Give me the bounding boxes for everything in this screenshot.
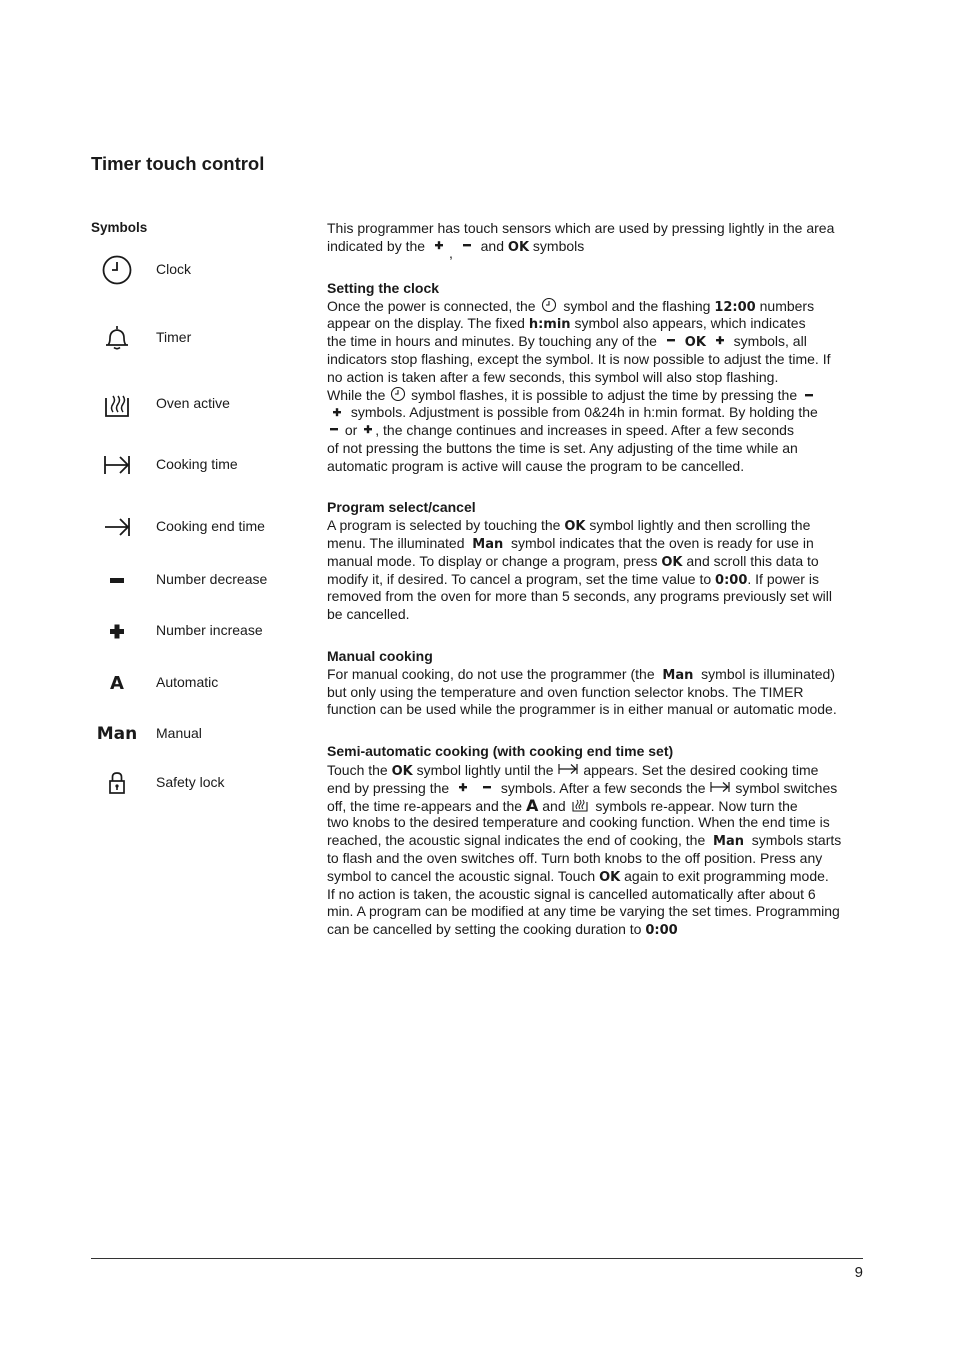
manual-cooking-section: Manual cooking For manual cooking, do not use the programmer (the Man symbol is illuminated) but only using the temperature and oven function selector knobs. The TIMER function can be used while the programmer is in either manual or automatic mode. — [327, 648, 867, 719]
plus-icon — [96, 614, 138, 648]
symbol-label: Manual — [156, 725, 202, 741]
symbol-row-cooking-time — [96, 448, 306, 482]
minus-icon — [801, 388, 817, 406]
symbol-label: Number increase — [156, 622, 263, 638]
minus-icon — [661, 333, 681, 351]
setting-clock-section: Setting the clock Once the power is connected, the symbol and the flashing 12:00 numbers appear on the display. The fixed h:min symbol also appears, which indicates the time in hours and minutes. By touching any of the OK symbols, all indicators stop flashing, except the symbol. It is now possible to adjust the time. If no action is taken after a few seconds, this symbol will also stop flashing. While the symbol flashes, it is possible to adjust the time by pressing the symbols. Adjustment is possible from 0&24h in h:min format. By holding the or , the change continues and increases in speed. After a few seconds of not pressing the buttons the time is set. Any adjusting of the time while an automatic program is active will cause the program to be cancelled. — [327, 280, 867, 476]
intro-paragraph: This programmer has touch sensors which are used by pressing lightly in the area indicated by the , and OK symbols — [327, 220, 835, 261]
symbol-label: Clock — [156, 261, 192, 277]
symbol-label: Number decrease — [156, 571, 268, 587]
clock-icon — [96, 253, 138, 287]
symbols-heading: Symbols — [91, 220, 148, 235]
symbol-row-timer — [96, 321, 306, 355]
symbol-row-number-increase — [96, 614, 306, 648]
page-title: Timer touch control — [91, 153, 265, 174]
symbol-row-oven-active — [96, 387, 306, 421]
minus-icon — [327, 422, 341, 440]
minus-icon — [96, 563, 138, 597]
symbol-label: Cooking time — [156, 456, 238, 472]
section-title: Manual cooking — [327, 647, 433, 664]
manual-icon: Man — [96, 724, 138, 744]
section-title: Program select/cancel — [327, 499, 476, 516]
symbol-label: Safety lock — [156, 774, 225, 790]
minus-icon — [457, 238, 477, 256]
cooking-end-icon — [96, 510, 138, 544]
symbol-label: Automatic — [156, 674, 219, 690]
minus-icon — [477, 780, 497, 798]
symbol-label: Oven active — [156, 395, 230, 411]
cooking-time-icon — [96, 448, 138, 482]
symbol-row-automatic — [96, 666, 306, 700]
lock-icon — [96, 766, 138, 800]
symbol-row-cooking-end-time — [96, 510, 306, 544]
body-text — [327, 220, 867, 963]
semi-automatic-section: Semi-automatic cooking (with cooking end time set) Touch the OK symbol lightly until the appears. Set the desired cooking time end by pressing the symbols. After a few seconds the symbol switches off, the time re-appears and the A and symbols re-appear. Now turn the two knobs to the desired temperature and cooking function. When the end time is reached, the acoustic signal indicates the end of cooking, the Man symbols starts to flash and the oven switches off. Turn both knobs to the off position. Press any symbol to cancel the acoustic signal. Touch OK again to exit programming mode. If no action is taken, the acoustic signal is cancelled automatically after about 6 min. A program can be modified at any time be varying the set times. Programming can be cancelled by setting the cooking duration to 0:00 — [327, 743, 867, 939]
automatic-icon: A — [525, 795, 539, 815]
symbol-label: Cooking end time — [156, 518, 265, 534]
symbol-row-clock — [96, 253, 306, 287]
footer-divider — [91, 1258, 863, 1259]
plus-icon — [453, 780, 473, 798]
symbol-row-number-decrease — [96, 563, 306, 597]
program-select-section: Program select/cancel A program is selected by touching the OK symbol lightly and then scrolling the menu. The illuminated Man symbol indicates that the oven is ready for use in manual mode. To display or change a program, press OK and scroll this data to modify it, if desired. To cancel a program, set the time value to 0:00. If power is removed from the oven for more than 5 seconds, any programs previously set will be cancelled. — [327, 499, 867, 624]
symbol-label: Timer — [156, 329, 192, 345]
section-title: Semi-automatic cooking (with cooking end time set) — [327, 743, 674, 760]
plus-icon — [710, 333, 730, 351]
plus-icon — [361, 422, 375, 440]
plus-icon — [429, 238, 449, 256]
section-title: Setting the clock — [327, 279, 440, 296]
automatic-icon: A — [110, 672, 124, 694]
symbol-row-safety-lock — [96, 766, 306, 800]
bell-icon — [96, 321, 138, 355]
symbol-row-manual — [96, 717, 306, 751]
plus-icon — [327, 405, 347, 423]
page-number: 9 — [854, 1264, 863, 1281]
heat-icon — [96, 387, 138, 421]
